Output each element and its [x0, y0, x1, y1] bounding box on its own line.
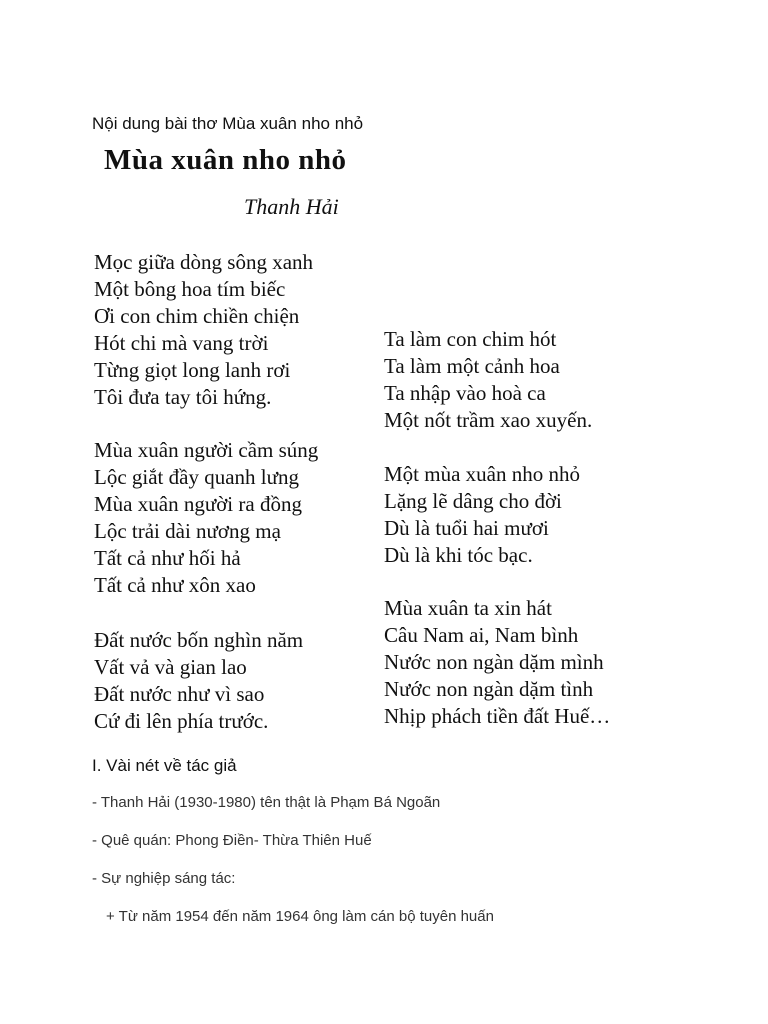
- poem-line: Dù là tuổi hai mươi: [384, 516, 549, 540]
- poem-line: Ta làm con chim hót: [384, 327, 557, 351]
- poem-line: Một bông hoa tím biếc: [94, 277, 286, 301]
- poem-line: Nước non ngàn dặm tình: [384, 677, 594, 701]
- poem-stanza-right-1: [384, 326, 592, 434]
- poem-line: Mùa xuân ta xin hát: [384, 596, 552, 620]
- poem-line: Lộc giắt đầy quanh lưng: [94, 465, 299, 489]
- poem-stanza-left-2: [94, 437, 318, 599]
- author-item-name: - Thanh Hải (1930-1980) tên thật là Phạm Bá Ngoãn: [92, 794, 441, 811]
- poem-stanza-left-3: [94, 627, 303, 735]
- poem-line: Lặng lẽ dâng cho đời: [384, 489, 562, 513]
- poem-line: Đất nước như vì sao: [94, 682, 265, 706]
- poem-line: Nước non ngàn dặm mình: [384, 650, 604, 674]
- poem-line: Một nốt trầm xao xuyến.: [384, 408, 593, 432]
- poem-line: Một mùa xuân nho nhỏ: [384, 462, 580, 486]
- poem-line: Câu Nam ai, Nam bình: [384, 623, 579, 647]
- poem-stanza-left-1: [94, 249, 313, 411]
- poem-line: Từng giọt long lanh rơi: [94, 358, 291, 382]
- poem-author: Thanh Hải: [244, 194, 339, 219]
- poem-line: Tất cả như xôn xao: [94, 573, 256, 597]
- poem-line: Nhịp phách tiền đất Huế…: [384, 704, 611, 728]
- poem-title: Mùa xuân nho nhỏ: [104, 144, 347, 176]
- section-heading-author: I. Vài nét về tác giả: [92, 756, 237, 775]
- poem-stanza-right-3: [384, 595, 610, 730]
- poem-stanza-right-2: [384, 461, 580, 569]
- poem-line: Ta làm một cảnh hoa: [384, 354, 560, 378]
- poem-line: Mọc giữa dòng sông xanh: [94, 250, 314, 274]
- poem-line: Mùa xuân người cầm súng: [94, 438, 319, 462]
- poem-line: Dù là khi tóc bạc.: [384, 543, 533, 567]
- poem-line: Cứ đi lên phía trước.: [94, 709, 269, 733]
- poem-line: Tôi đưa tay tôi hứng.: [94, 385, 272, 409]
- poem-line: Lộc trải dài nương mạ: [94, 519, 281, 543]
- poem-line: Ta nhập vào hoà ca: [384, 381, 546, 405]
- author-item-career-detail: + Từ năm 1954 đến năm 1964 ông làm cán bộ tuyên huấn: [106, 908, 494, 925]
- poem-line: Hót chi mà vang trời: [94, 331, 269, 355]
- document-heading: Nội dung bài thơ Mùa xuân nho nhỏ: [92, 114, 364, 133]
- poem-line: Đất nước bốn nghìn năm: [94, 628, 304, 652]
- poem-line: Mùa xuân người ra đồng: [94, 492, 302, 516]
- poem-line: Tất cả như hối hả: [94, 546, 241, 570]
- poem-line: Ơi con chim chiền chiện: [94, 304, 300, 328]
- author-item-career: - Sự nghiệp sáng tác:: [92, 870, 236, 887]
- author-item-hometown: - Quê quán: Phong Điền- Thừa Thiên Huế: [92, 832, 372, 849]
- poem-line: Vất vả và gian lao: [94, 655, 247, 679]
